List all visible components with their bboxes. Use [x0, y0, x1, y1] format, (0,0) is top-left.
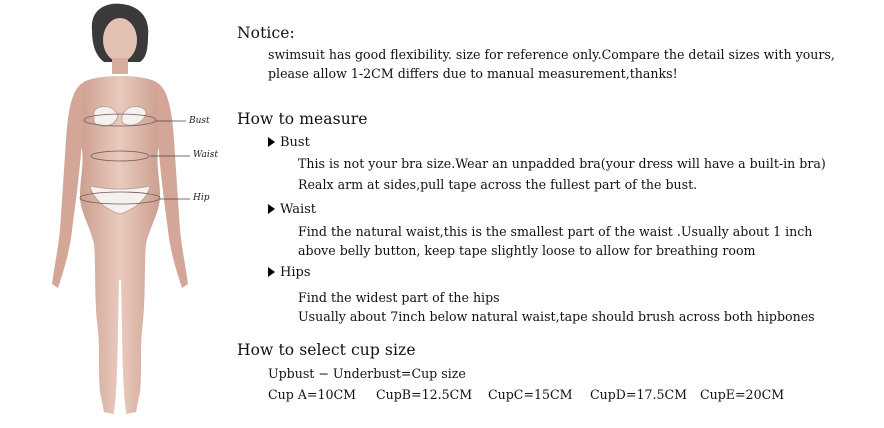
notice-heading: Notice: — [237, 24, 295, 42]
hips-section-title: Hips — [268, 265, 311, 280]
cup-heading: How to select cup size — [237, 341, 416, 359]
cup-size-d: CupD=17.5CM — [590, 387, 688, 402]
bust-line-1: This is not your bra size.Wear an unpadded bra(your dress will have a built-in bra) — [298, 156, 826, 171]
notice-line-1: swimsuit has good flexibility. size for reference only.Compare the detail sizes with yours, — [268, 47, 835, 62]
cup-size-a: Cup A=10CM — [268, 387, 357, 402]
waist-label: Waist — [193, 150, 218, 160]
bust-label: Bust — [189, 116, 210, 126]
cup-size-e: CupE=20CM — [700, 387, 785, 402]
cup-formula: Upbust − Underbust=Cup size — [268, 366, 466, 381]
triangle-bullet-icon — [268, 137, 275, 147]
measure-heading: How to measure — [237, 110, 368, 128]
waist-line-2: above belly button, keep tape slightly loose to allow for breathing room — [298, 243, 756, 258]
waist-line-1: Find the natural waist,this is the smallest part of the waist .Usually about 1 inch — [298, 224, 813, 239]
notice-line-2: please allow 1-2CM differs due to manual measurement,thanks! — [268, 66, 678, 81]
hips-line-1: Find the widest part of the hips — [298, 290, 500, 305]
body-silhouette-illustration — [0, 0, 240, 428]
hips-line-2: Usually about 7inch below natural waist,tape should brush across both hipbones — [298, 309, 815, 324]
hip-label: Hip — [193, 193, 210, 203]
cup-size-b: CupB=12.5CM — [376, 387, 473, 402]
triangle-bullet-icon — [268, 204, 275, 214]
bust-line-2: Realx arm at sides,pull tape across the fullest part of the bust. — [298, 177, 698, 192]
triangle-bullet-icon — [268, 267, 275, 277]
body-figure — [0, 0, 240, 428]
cup-size-c: CupC=15CM — [488, 387, 573, 402]
waist-section-title: Waist — [268, 202, 316, 217]
bust-section-title: Bust — [268, 135, 310, 150]
